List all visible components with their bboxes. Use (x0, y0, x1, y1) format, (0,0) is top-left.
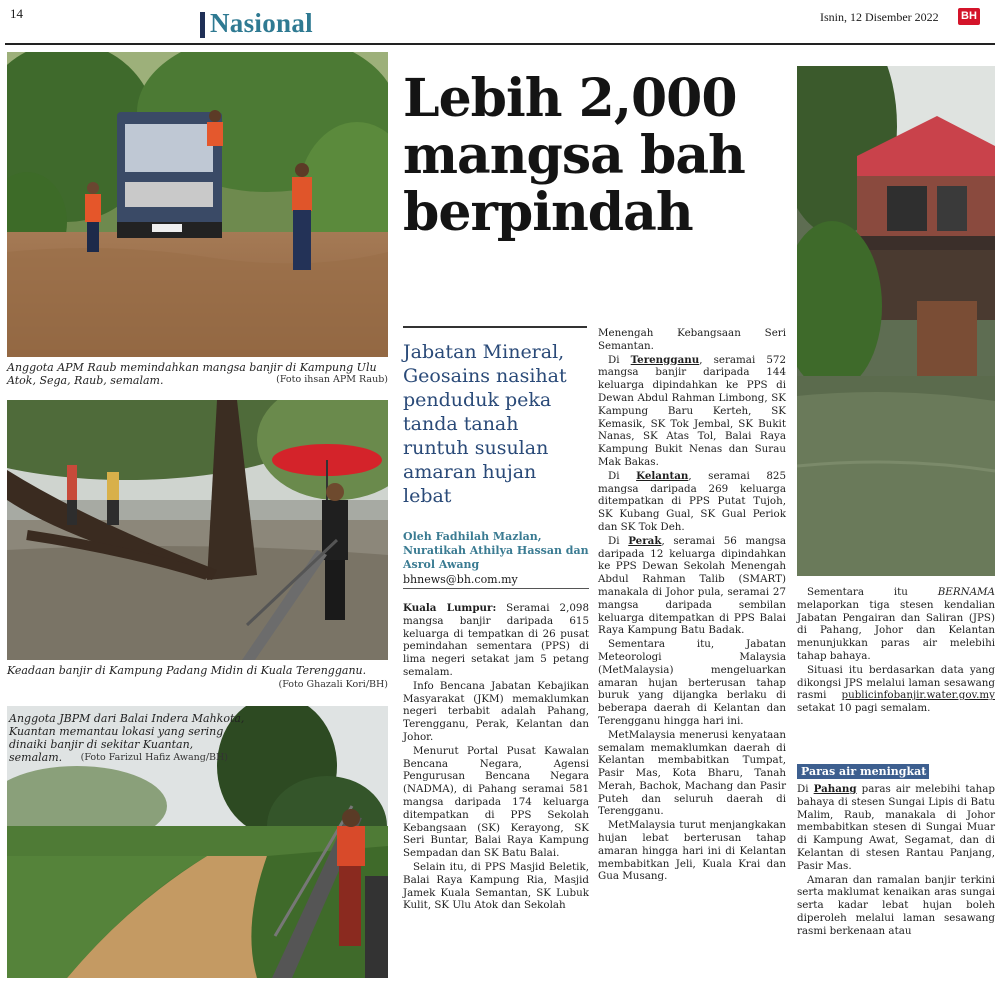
issue-date: Isnin, 12 Disember 2022 (820, 10, 939, 24)
photo-3-caption: Anggota JBPM dari Balai Indera Mahkota, Kuantan memantau lokasi yang sering dinaiki banjir di sekitar Kuantan, semalam. (9, 712, 245, 764)
lead-paragraph: Kuala Lumpur: Seramai 2,098 mangsa banjir daripada 615 keluarga di tempatkan di 26 pusat pemindahan sementara (PPS) di lima negeri setakat jam 5 petang semalam. (403, 602, 589, 678)
deck-subheadline: Jabatan Mineral, Geosains nasihat penduduk peka tanda tanah runtuh susulan amaran hujan lebat (403, 341, 567, 507)
paragraph: Sementara itu BERNAMA melaporkan tiga stesen kendalian Jabatan Pengairan dan Saliran (JPS) di Pahang, Johor dan Kelantan menunjukkan paras air melebihi tahap bahaya. (797, 586, 995, 662)
paragraph: Info Bencana Jabatan Kebajikan Masyarakat (JKM) memaklumkan negeri terbabit adalah Pahang, Terengganu, Perak, Kelantan dan Johor. (403, 679, 589, 743)
jps-website-link[interactable]: publicinfobanjir.water.gov.my (841, 689, 995, 702)
photo-apm-raub-rescue (7, 52, 388, 357)
article-column-3b (797, 783, 995, 939)
deck-rule (403, 326, 587, 328)
article-column-3 (797, 586, 995, 716)
page-number: 14 (10, 6, 23, 21)
paragraph: Menengah Kebangsaan Seri Semantan. (598, 327, 786, 352)
photo-padang-midin (7, 400, 388, 660)
dateline: Kuala Lumpur: (403, 602, 497, 614)
photo-2-caption: Keadaan banjir di Kampung Padang Midin di Kuala Terengganu. (7, 664, 367, 677)
photo-flooded-house (797, 66, 995, 576)
section-marker (200, 12, 205, 38)
subheading: Paras air meningkat (797, 764, 929, 779)
article-column-2 (598, 327, 786, 884)
author-email[interactable]: bhnews@bh.com.my (403, 573, 589, 589)
paragraph: Selain itu, di PPS Masjid Beletik, Balai Raya Kampung Ria, Masjid Jamek Kuala Semantan, SK Lubuk Kulit, SK Ulu Atok dan Sekolah (403, 860, 589, 912)
paragraph: Di Perak, seramai 56 mangsa daripada 12 keluarga dipindahkan ke PPS Dewan Sekolah Menengah Abdul Rahman Talib (SMART) manakala di Johor pula, seramai 27 mangsa daripada sembilan keluarga ditempatkan di PPS Balai Raya Kampung Batu Badak. (598, 534, 786, 637)
paragraph: Situasi itu berdasarkan data yang dikongsi JPS melalui laman sesawang rasmi publicinfobanjir.water.gov.my setakat 10 pagi semalam. (797, 663, 995, 715)
photo-3-credit: (Foto Farizul Hafiz Awang/BH) (80, 752, 228, 763)
paragraph: Sementara itu, Jabatan Meteorologi Malaysia (MetMalaysia) mengeluarkan amaran hujan berterusan tahap buruk yang dijangka berlaku di beberapa daerah di Kelantan dan Terengganu hingga hari ini. (598, 638, 786, 727)
paragraph: Menurut Portal Pusat Kawalan Bencana Negara, Agensi Pengurusan Bencana Negara (NADMA), di Pahang seramai 581 mangsa daripada 174 keluarga ditempatkan di PPS Sekolah Kebangsaan (SK) Kerayong, SK Seri Buntar, Balai Raya Kampung Sempadan dan SK Batu Balai. (403, 744, 589, 860)
paragraph: Di Terengganu, seramai 572 mangsa banjir daripada 144 keluarga dipindahkan ke PPS di Dewan Abdul Rahman Limbong, SK Kampung Baru Kerteh, SK Kemasik, SK Tok Jembal, SK Bukit Nanas, SK Atas Tol, Balai Raya Kampung Bukit Nenas dan Surau Mak Bakas. (598, 353, 787, 468)
paragraph: Di Pahang paras air melebihi tahap bahaya di stesen Sungai Lipis di Batu Malim, Raub, manakala di Johor membabitkan stesen di Sungai Muar di Kampung Awat, Segamat, dan di Kelantan di stesen Rantau Panjang, Pasir Mas. (797, 783, 995, 872)
article-column-1 (403, 602, 589, 913)
paragraph: MetMalaysia menerusi kenyataan semalam memaklumkan daerah di Kelantan membabitkan Tumpat, Pasir Mas, Kota Bharu, Tanah Merah, Bachok, Machang dan Pasir Puteh dan seluruh daerah di Terengganu. (598, 728, 786, 818)
paragraph: MetMalaysia turut menjangkakan hujan lebat berterusan tahap amaran hingga hari ini di Kelantan membabitkan Jeli, Kuala Krai dan Gua Musang. (598, 819, 786, 883)
header-rule (5, 43, 995, 45)
paragraph: Di Kelantan, seramai 825 mangsa daripada 269 keluarga ditempatkan di PPS Putat Tujoh, SK Kubang Gual, SK Gual Periok dan SK Tok Deh. (598, 469, 786, 533)
paragraph: Amaran dan ramalan banjir terkini serta maklumat kenaikan aras sungai serta kadar lebat hujan boleh diperoleh melalui laman sesawang rasmi berkenaan atau (797, 873, 995, 937)
photo-1-credit: (Foto ihsan APM Raub) (276, 374, 388, 385)
photo-1-caption: Anggota APM Raub memindahkan mangsa banjir di Kampung Ulu Atok, Sega, Raub, semalam. (7, 361, 377, 387)
byline: Oleh Fadhilah Mazlan, Nuratikah Athilya Hassan dan Asrol Awang (403, 530, 589, 571)
section-title: Nasional (210, 8, 313, 38)
headline: Lebih 2,000 mangsa bah berpindah (403, 68, 745, 243)
bh-logo: BH (958, 8, 980, 25)
photo-2-credit: (Foto Ghazali Kori/BH) (278, 679, 388, 690)
